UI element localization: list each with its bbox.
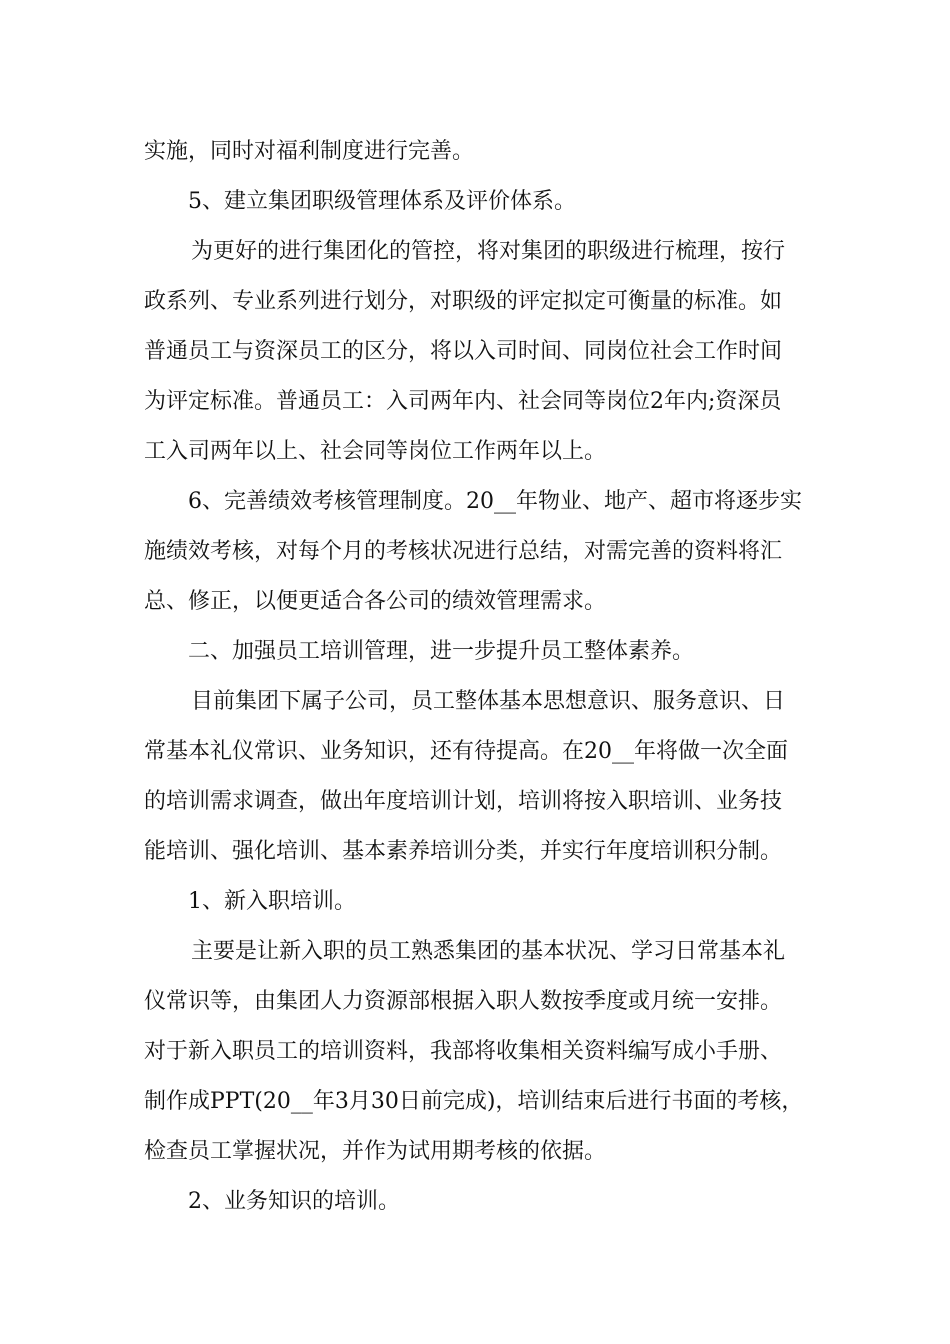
text-line: 普通员工与资深员工的区分，将以入司时间、同岗位社会工作时间 xyxy=(144,339,783,364)
text-line: 5、建立集团职级管理体系及评价体系。 xyxy=(188,189,576,214)
text-line: 的培训需求调查，做出年度培训计划，培训将按入职培训、业务技 xyxy=(144,789,783,814)
text-line: 工入司两年以上、社会同等岗位工作两年以上。 xyxy=(144,439,607,464)
subsection-heading: 2、业务知识的培训。 xyxy=(188,1189,400,1214)
text-line: 仪常识等，由集团人力资源部根据入职人数按季度或月统一安排。 xyxy=(144,989,783,1014)
text-line: 施绩效考核，对每个月的考核状况进行总结，对需完善的资料将汇 xyxy=(144,539,783,564)
text-line: 能培训、强化培训、基本素养培训分类，并实行年度培训积分制。 xyxy=(144,839,783,864)
text-line: 6、完善绩效考核管理制度。20__年物业、地产、超市将逐步实 xyxy=(188,489,802,514)
text-line: 主要是让新入职的员工熟悉集团的基本状况、学习日常基本礼 xyxy=(191,939,786,964)
subsection-heading: 1、新入职培训。 xyxy=(188,889,356,914)
text-line: 对于新入职员工的培训资料，我部将收集相关资料编写成小手册、 xyxy=(144,1039,783,1064)
text-line: 常基本礼仪常识、业务知识，还有待提高。在20__年将做一次全面 xyxy=(144,739,788,764)
text-line: 实施，同时对福利制度进行完善。 xyxy=(144,139,475,164)
text-line: 总、修正，以便更适合各公司的绩效管理需求。 xyxy=(144,589,607,614)
text-line: 目前集团下属子公司，员工整体基本思想意识、服务意识、日 xyxy=(191,689,786,714)
text-line: 制作成PPT(20__年3月30日前完成)，培训结束后进行书面的考核， xyxy=(144,1089,804,1114)
text-line: 检查员工掌握状况，并作为试用期考核的依据。 xyxy=(144,1139,607,1164)
text-line: 政系列、专业系列进行划分，对职级的评定拟定可衡量的标准。如 xyxy=(144,289,783,314)
text-line: 为评定标准。普通员工：入司两年内、社会同等岗位2年内;资深员 xyxy=(144,389,782,414)
text-line: 为更好的进行集团化的管控，将对集团的职级进行梳理，按行 xyxy=(191,239,786,264)
section-heading: 二、加强员工培训管理，进一步提升员工整体素养。 xyxy=(188,639,695,664)
